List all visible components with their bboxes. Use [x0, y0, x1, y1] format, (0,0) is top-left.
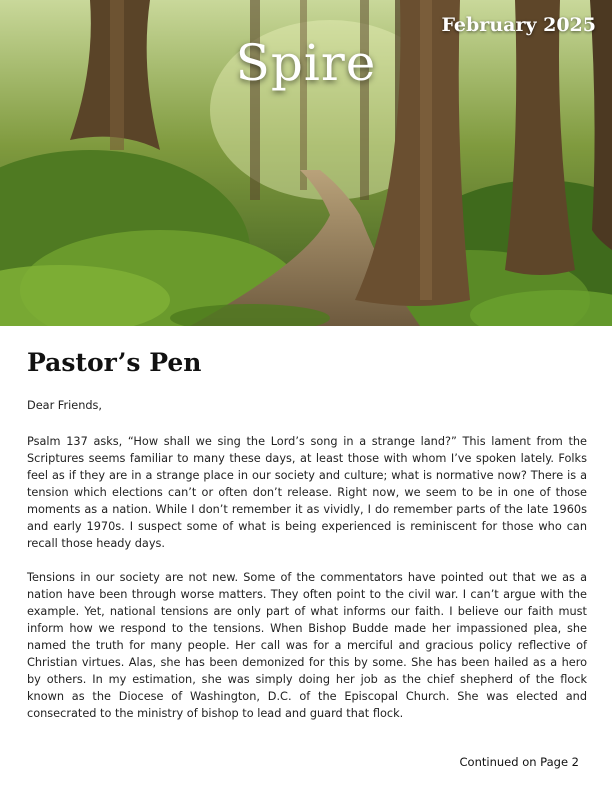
salutation: Dear Friends,	[27, 399, 103, 412]
article-title: Pastor’s Pen	[27, 348, 202, 377]
article	[27, 348, 587, 739]
header-photo	[0, 0, 612, 326]
article-paragraph: Tensions in our society are not new. Some of the commentators have pointed out that we as a nation have been through worse matters. They often point to the civil war. I can’t argue with the example. Yet, national tensions are only part of what informs our faith. I believe our faith must inform how we respond to the tensions. When Bishop Budde made her impassioned plea, she named the truth for many people. Her call was for a merciful and gracious policy reflective of Christian virtues. Alas, she has been demonized for this by some. She has been hailed as a hero by others. In my estimation, she was simply doing her job as the chief shepherd of the flock known as the Diocese of Washington, D.C. of the Episcopal Church. She was elected and consecrated to the ministry of bishop to lead and guard that flock.	[27, 571, 587, 720]
continued-note: Continued on Page 2	[459, 755, 579, 769]
issue-date: February 2025	[441, 14, 596, 36]
newsletter-masthead: Spire	[235, 34, 377, 92]
article-paragraph: Psalm 137 asks, “How shall we sing the Lord’s song in a strange land?” This lament from the Scriptures seems familiar to many these days, at least those with whom I’ve spoken lately. Folks feel as if they are in a strange place in our society and culture; what is normative now? There is a tension which elections can’t or often don’t release. Right now, we seem to be in one of those moments as a nation. While I don’t remember it as vividly, I do remember parts of the late 1960s and early 1970s. I suspect some of what is being experienced is reminiscent for those who can recall those heady days.	[27, 435, 587, 550]
